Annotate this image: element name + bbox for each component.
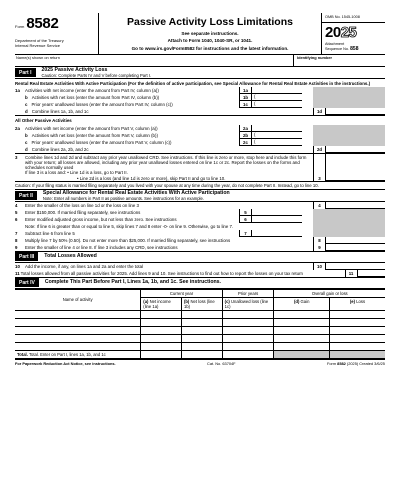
unallowed-loss-cell[interactable]	[222, 326, 274, 334]
form-title: Passive Activity Loss Limitations	[127, 16, 293, 28]
line-description: Combine lines 1a, 1b, and 1c	[31, 109, 89, 115]
line-6-note-text: Note: If line 6 is greater than or equal to line 5, skip lines 7 and 8 enter -0- on line 9. Otherwise, go to line 7.	[25, 224, 234, 230]
col-a-header: (a) Net income (line 1a)	[141, 297, 182, 310]
line-description: Enter the smaller of the loss on line 1d or the loss on line 3	[25, 203, 139, 209]
line-number: 10	[15, 263, 20, 269]
footer-form-id: Form 8582 (2025) Created 3/6/25	[326, 360, 385, 366]
sequence-number: 858	[350, 46, 359, 53]
entry-field-5[interactable]	[252, 209, 302, 215]
entry-field-2d[interactable]	[326, 146, 385, 153]
omb-number: OMB No. 1545-1008	[322, 13, 385, 23]
line-3-value-field[interactable]	[326, 154, 385, 181]
activity-name-cell[interactable]	[15, 334, 141, 342]
col-group-overall: Overall gain or loss	[274, 289, 385, 297]
subtitle-instructions: See separate instructions.	[181, 30, 239, 36]
part1-line-2b	[15, 132, 385, 139]
col-group-prior-years: Prior years	[222, 289, 274, 297]
net-income-cell[interactable]	[141, 326, 182, 334]
mid-entry	[239, 209, 302, 216]
box-label: 1b	[239, 94, 252, 100]
line-letter: d	[25, 109, 28, 115]
activity-name-cell[interactable]	[15, 326, 141, 334]
table-row	[15, 342, 385, 350]
line-number	[15, 132, 25, 139]
shaded-column	[313, 139, 385, 146]
entry-field-11[interactable]	[358, 270, 385, 277]
part4-total-label: Total. Total. Enter on Part I, lines 1a, 1b, and 1c	[15, 350, 141, 358]
shaded-column	[313, 87, 385, 94]
entry-field-6[interactable]	[252, 216, 302, 222]
line-number: 6	[15, 217, 18, 223]
year-suffix: 25	[340, 23, 357, 41]
part2-line-5	[15, 209, 385, 216]
part2-lines-a	[15, 202, 385, 223]
department	[15, 38, 98, 48]
right-entry	[313, 108, 385, 115]
entry-field-1d[interactable]	[326, 108, 385, 115]
line-description: Activities with net income (enter the amount from Part V, column (a))	[25, 125, 158, 131]
part1-rental-lines	[15, 87, 385, 115]
name-row	[15, 55, 385, 67]
shaded-column	[313, 216, 385, 223]
line-text	[25, 101, 239, 108]
total-col-d-shaded	[274, 350, 330, 358]
line-text	[25, 125, 239, 132]
line-text	[25, 216, 239, 223]
table-row	[15, 326, 385, 334]
part1-bar	[15, 67, 385, 79]
line-text	[25, 230, 239, 237]
part3-lines	[15, 263, 385, 277]
gain-cell[interactable]	[274, 334, 330, 342]
part1-line-1b	[15, 94, 385, 101]
line-text	[25, 202, 239, 209]
line-number	[15, 101, 28, 108]
form-footer	[15, 359, 385, 367]
entry-field-1b[interactable]: (	[254, 94, 256, 100]
entry-field-2a[interactable]	[252, 125, 302, 131]
part3-tag: Part III	[15, 252, 38, 261]
gain-cell[interactable]	[274, 310, 330, 318]
line-number: 7	[15, 230, 18, 236]
box-label: 2c	[239, 139, 252, 145]
part1-tag: Part I	[15, 68, 36, 77]
line-number: 2a	[15, 125, 20, 131]
box-label: 1c	[239, 101, 252, 107]
mid-entry	[239, 216, 302, 223]
col-name-of-activity: Name of activity	[15, 289, 141, 310]
gain-cell[interactable]	[274, 318, 330, 326]
activity-name-cell[interactable]	[15, 318, 141, 326]
mid-entry	[239, 125, 302, 132]
part4-title: Complete This Part Before Part I, Lines 1a, 1b, and 1c. See instructions.	[44, 279, 221, 286]
total-col-e-shaded	[329, 350, 385, 358]
unallowed-loss-cell[interactable]	[222, 342, 274, 350]
part3-title: Total Losses Allowed	[44, 253, 97, 260]
total-col-b[interactable]	[181, 350, 222, 358]
col-b-header: (b) Net loss (line 1b)	[181, 297, 222, 310]
part3-bar	[15, 251, 385, 263]
line-text	[25, 139, 239, 146]
department-irs: Internal Revenue Service	[15, 43, 60, 48]
box-label: 4	[313, 202, 326, 209]
subtitle-url: Go to www.irs.gov/Form8582 for instructions and the latest information.	[131, 45, 289, 51]
activity-name-cell[interactable]	[15, 342, 141, 350]
part2-line-9	[15, 244, 385, 251]
net-loss-cell[interactable]	[181, 310, 222, 318]
shaded-column	[313, 101, 385, 108]
part2-title: Special Allowance for Rental Real Estate Activities With Active Participation	[42, 190, 230, 197]
loss-cell[interactable]	[329, 342, 385, 350]
entry-field-1c[interactable]: (	[254, 101, 256, 107]
box-label: 9	[313, 244, 326, 251]
box-label: 5	[239, 209, 252, 215]
line-text	[25, 209, 239, 216]
shaded-column	[313, 209, 385, 216]
footer-cat-number: Cat. No. 63704F	[207, 360, 236, 366]
part4-tag: Part IV	[15, 278, 39, 287]
line-3-loss-a: If line 3 is a loss and: • Line 1d is a loss, go to Part II.	[25, 170, 128, 176]
table-row	[15, 334, 385, 342]
mid-entry	[239, 94, 302, 101]
gain-cell[interactable]	[274, 342, 330, 350]
right-entry	[313, 146, 385, 153]
shaded-column	[313, 94, 385, 101]
subtitle-attach: Attach to Form 1040, 1040-SR, or 1041.	[167, 38, 253, 44]
unallowed-loss-cell[interactable]	[222, 334, 274, 342]
net-income-cell[interactable]	[141, 334, 182, 342]
line-number: 1a	[15, 88, 20, 94]
line-description: Enter modified adjusted gross income, but not less than zero. See instructions	[25, 217, 177, 223]
net-income-cell[interactable]	[141, 310, 182, 318]
attachment-sequence	[322, 42, 385, 53]
line-3	[15, 153, 385, 181]
part1-caution: Caution: Complete Parts IV and V before completing Part I.	[41, 73, 152, 79]
shaded-column	[313, 132, 385, 139]
entry-field-7[interactable]	[252, 230, 302, 236]
line-3-loss-b: • Line 2d is a loss (and line 1d is zero or more), skip Part II and go to line 10.	[77, 175, 226, 181]
box-label: 2a	[239, 125, 252, 131]
form-header	[15, 13, 385, 55]
name-label: Name(s) shown on return	[16, 55, 60, 60]
part1-line-1d	[15, 108, 385, 115]
identifying-number-field[interactable]	[294, 55, 385, 66]
part3-line-11	[15, 270, 385, 277]
line-3-text: Combine lines 1d and 2d and subtract any prior year unallowed CRD. See instructions. If this line is zero or more, stop here and include this form with your return; all losses are allowed, including any prior year unallowed losses entered on line 1c or 2c. Report the losses on the forms and schedules normally used	[25, 154, 307, 171]
box-label: 11	[345, 270, 358, 277]
omb-block	[321, 13, 385, 54]
line-letter: b	[25, 95, 28, 101]
line-description: Activities with net income (enter the amount from Part IV, column (a))	[25, 88, 159, 94]
line-description: Enter $150,000. If married filing separately, see instructions	[25, 210, 141, 216]
line-number: 8	[15, 237, 18, 243]
shaded-column	[313, 125, 385, 132]
mid-entry	[239, 132, 302, 139]
part2-line-7	[15, 230, 385, 237]
line-text	[25, 132, 239, 139]
net-loss-cell[interactable]	[181, 342, 222, 350]
part1-line-1c	[15, 101, 385, 108]
part2-line-8	[15, 237, 385, 244]
line-text	[25, 146, 239, 153]
part1-section-other: All Other Passive Activities	[15, 115, 385, 124]
loss-cell[interactable]	[329, 310, 385, 318]
right-entry	[313, 244, 385, 251]
part3-line-10	[15, 263, 385, 270]
year-prefix: 20	[325, 23, 341, 41]
mid-entry	[239, 230, 302, 237]
box-label: 6	[239, 216, 252, 222]
right-entry	[313, 202, 385, 209]
line-description: Combine lines 2a, 2b, and 2c	[31, 146, 89, 152]
net-income-cell[interactable]	[141, 342, 182, 350]
line-3-entry	[313, 154, 385, 181]
line-number	[15, 146, 25, 153]
unallowed-loss-cell[interactable]	[222, 310, 274, 318]
shaded-column	[313, 230, 385, 237]
entry-field-2b[interactable]: (	[254, 131, 256, 137]
col-d-header: (d) Gain	[274, 297, 330, 310]
right-entry	[313, 237, 385, 244]
line-letter: b	[25, 132, 28, 138]
line-description: Enter the smaller of line 4 or line 8. If line 3 includes any CRD, see instructions	[25, 244, 178, 250]
line-description: Prior years' unallowed losses (enter the amount from Part V, column (c))	[31, 139, 172, 145]
net-income-cell[interactable]	[141, 318, 182, 326]
gain-cell[interactable]	[274, 326, 330, 334]
entry-field-4[interactable]	[326, 202, 385, 209]
part2-line-6	[15, 216, 385, 223]
part1-line-1a	[15, 87, 385, 94]
part4-bar	[15, 277, 385, 289]
line-number: 4	[15, 203, 18, 209]
tax-year	[322, 23, 385, 42]
right-entry	[313, 263, 385, 270]
line-text	[25, 108, 239, 115]
box-label: 1d	[313, 108, 326, 115]
line-description: Total losses allowed from all passive activities for 2025. Add lines 9 and 10. See instructions to find out how to report the losses on your tax return	[20, 270, 303, 276]
line-letter: d	[25, 146, 28, 152]
total-col-a[interactable]	[141, 350, 182, 358]
col-e-header: (e) Loss	[329, 297, 385, 310]
part1-line-2c	[15, 139, 385, 146]
part1-line-2a	[15, 125, 385, 132]
title-block	[99, 13, 321, 54]
line-description: Activities with net loss (enter the amount from Part V, column (b))	[31, 132, 158, 138]
entry-field-8[interactable]	[326, 237, 385, 244]
id-label: Identifying number	[297, 55, 333, 60]
line-description: Add the income, if any, on lines 1a and 2a and enter the total	[25, 263, 144, 269]
entry-field-10[interactable]	[326, 263, 385, 270]
line-description: Activities with net loss (enter the amount from Part IV, column (b))	[31, 95, 160, 101]
activity-name-cell[interactable]	[15, 310, 141, 318]
line-number	[15, 94, 25, 101]
box-label: 2d	[313, 146, 326, 153]
entry-field-9[interactable]	[326, 244, 385, 251]
part1-section-rental: Rental Real Estate Activities With Active Participation (For the definition of active participation, see Special Allowance for Rental Real Estate Activities in the instructions.)	[15, 81, 371, 86]
line-number: 9	[15, 244, 18, 250]
part2-lines-b	[15, 230, 385, 251]
net-loss-cell[interactable]	[181, 318, 222, 326]
line-text	[21, 270, 303, 277]
part2-bar	[15, 190, 385, 202]
box-label: 2b	[239, 132, 252, 138]
col-c-header: (c) Unallowed loss (line 1c)	[222, 297, 274, 310]
part1-title: 2025 Passive Activity Loss	[41, 66, 108, 73]
form-id-block	[15, 13, 99, 54]
line-3-box-label: 3	[313, 154, 326, 181]
line-number	[15, 108, 25, 115]
line-letter: c	[25, 139, 28, 145]
entry-field-2c[interactable]: (	[254, 138, 256, 144]
mid-entry	[239, 101, 302, 108]
net-loss-cell[interactable]	[181, 326, 222, 334]
net-loss-cell[interactable]	[181, 334, 222, 342]
line-number: 11	[15, 270, 20, 276]
box-label: 1a	[239, 87, 252, 93]
form-number: 8582	[26, 15, 59, 32]
line-description: Subtract line 6 from line 5	[25, 230, 75, 236]
part2-note: Note: Enter all numbers in Part II as positive amounts. See instructions for an example.	[42, 196, 204, 202]
total-col-c[interactable]	[222, 350, 274, 358]
part2-tag: Part II	[15, 191, 37, 200]
line-number	[15, 139, 28, 146]
table-row	[15, 310, 385, 318]
entry-field-1a[interactable]	[252, 87, 302, 93]
part1-caution-msfs: Caution: If your filing status is married filing separately and you lived with your spouse at any time during the year, do not complete Part II. Instead, go to line 10.	[15, 181, 385, 190]
sequence-label: Sequence No.	[325, 47, 350, 52]
unallowed-loss-cell[interactable]	[222, 318, 274, 326]
line-3-number: 3	[15, 154, 18, 160]
mid-entry	[239, 87, 302, 94]
box-label: 7	[239, 230, 252, 236]
table-row	[15, 318, 385, 326]
mid-entry	[239, 139, 302, 146]
line-text	[25, 263, 239, 270]
loss-cell[interactable]	[329, 318, 385, 326]
line-description: Multiply line 7 by 50% (0.50). Do not enter more than $25,000. If married filing separately, see instructions	[25, 237, 231, 243]
department-treasury: Department of the Treasury	[15, 38, 64, 43]
col-group-current-year: Current year	[141, 289, 222, 297]
loss-cell[interactable]	[329, 326, 385, 334]
box-label: 8	[313, 237, 326, 244]
part1-other-lines	[15, 125, 385, 153]
right-entry	[345, 270, 385, 277]
part4-table	[15, 289, 385, 359]
form-word: Form	[15, 24, 25, 29]
footer-paperwork-notice: For Paperwork Reduction Act Notice, see instructions.	[15, 360, 116, 366]
loss-cell[interactable]	[329, 334, 385, 342]
part1-line-2d	[15, 146, 385, 153]
part2-line-4	[15, 202, 385, 209]
line-description: Prior years' unallowed losses (enter the amount from Part IV, column (c))	[31, 102, 173, 108]
attachment-label: Attachment	[325, 41, 345, 46]
line-letter: c	[25, 102, 28, 108]
line-text	[25, 87, 239, 94]
name-field[interactable]	[15, 55, 294, 66]
line-text	[25, 244, 239, 251]
line-text	[25, 237, 239, 244]
line-text	[25, 94, 239, 101]
line-number: 5	[15, 210, 18, 216]
box-label: 10	[313, 263, 326, 270]
